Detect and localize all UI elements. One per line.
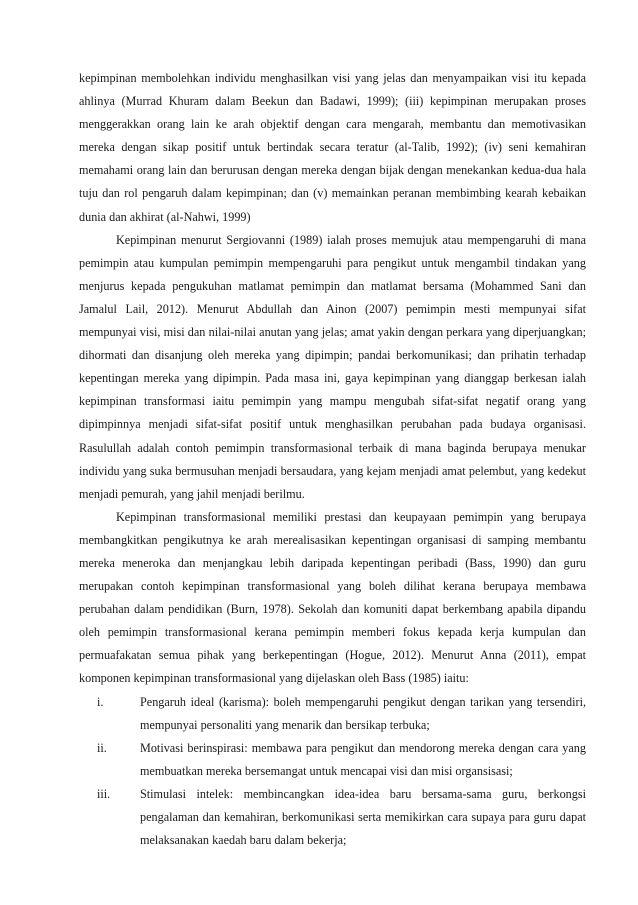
paragraph-2: Kepimpinan menurut Sergiovanni (1989) ialah proses memujuk atau mempengaruhi di mana pemimpin atau kumpulan pemimpin mempengaruhi para pengikut untuk mengambil tindakan yang menjurus kepada pengukuhan matlamat pemimpin dan matlamat bersama (Mohammed Sani dan Jamalul Lail, 2012). Menurut Abdullah dan Ainon (2007) pemimpin mesti mempunyai sifat mempunyai visi, misi dan nilai-nilai anutan yang jelas; amat yakin dengan perkara yang diperjuangkan; dihormati dan disanjung oleh mereka yang dipimpin; pandai berkomunikasi; dan prihatin terhadap kepentingan mereka yang dipimpin. Pada masa ini, gaya kepimpinan yang dianggap berkesan ialah kepimpinan transformasi iaitu pemimpin yang mampu mengubah sifat-sifat negatif orang yang dipimpinnya menjadi sifat-sifat positif untuk menghasilkan perubahan pada budaya organisasi. Rasulullah adalah contoh pemimpin transformasional terbaik di mana baginda berupaya menukar individu yang suka bermusuhan menjadi bersaudara, yang kejam menjadi amat pelembut, yang kedekut menjadi pemurah, yang jahil menjadi berilmu. bbox=[79, 232, 586, 501]
list-item bbox=[97, 737, 586, 783]
list-marker: ii. bbox=[97, 740, 107, 755]
list-marker: i. bbox=[97, 694, 104, 709]
list-item-text: Motivasi berinspirasi: membawa para pengikut dan mendorong mereka dengan cara yang membuatkan mereka bersemangat untuk mencapai visi dan misi organsisasi; bbox=[140, 740, 586, 778]
list-marker: iii. bbox=[97, 786, 111, 801]
paragraph-1: kepimpinan membolehkan individu menghasilkan visi yang jelas dan menyampaikan visi itu kepada ahlinya (Murrad Khuram dalam Beekun dan Badawi, 1999); (iii) kepimpinan merupakan proses menggerakkan orang lain ke arah objektif dengan cara mengarah, membantu dan memotivasikan mereka dengan sikap positif untuk bertindak secara teratur (al-Talib, 1992); (iv) seni kemahiran memahami orang lain dan berurusan dengan mereka dengan bijak dengan menekankan kedua-dua hala tuju dan rol pengaruh dalam kepimpinan; dan (v) memainkan peranan membimbing kearah kebaikan dunia dan akhirat (al-Nahwi, 1999) bbox=[79, 71, 586, 224]
component-list bbox=[79, 691, 586, 853]
list-item bbox=[97, 783, 586, 852]
document-page bbox=[79, 67, 586, 852]
list-item-text: Pengaruh ideal (karisma): boleh mempengaruhi pengikut dengan tarikan yang tersendiri, mempunyai personaliti yang menarik dan bersikap terbuka; bbox=[140, 694, 586, 732]
list-item bbox=[97, 691, 586, 737]
paragraph-3: Kepimpinan transformasional memiliki prestasi dan keupayaan pemimpin yang berupaya membangkitkan pengikutnya ke arah merealisasikan kepentingan organisasi di samping membantu mereka meneroka dan menjangkau lebih daripada kepentingan peribadi (Bass, 1990) dan guru merupakan contoh kepimpinan transformasional yang boleh dilihat kerana berupaya membawa perubahan dalam pendidikan (Burn, 1978). Sekolah dan komuniti dapat berkembang apabila dipandu oleh pemimpin transformasional kerana pemimpin memberi fokus kepada kerja kumpulan dan permuafakatan semua pihak yang berkepentingan (Hogue, 2012). Menurut Anna (2011), empat komponen kepimpinan transformasional yang dijelaskan oleh Bass (1985) iaitu: bbox=[79, 509, 586, 686]
list-item-text: Stimulasi intelek: membincangkan idea-idea baru bersama-sama guru, berkongsi pengalaman dan kemahiran, berkomunikasi serta memikirkan cara supaya para guru dapat melaksanakan kaedah baru dalam bekerja; bbox=[140, 786, 586, 848]
